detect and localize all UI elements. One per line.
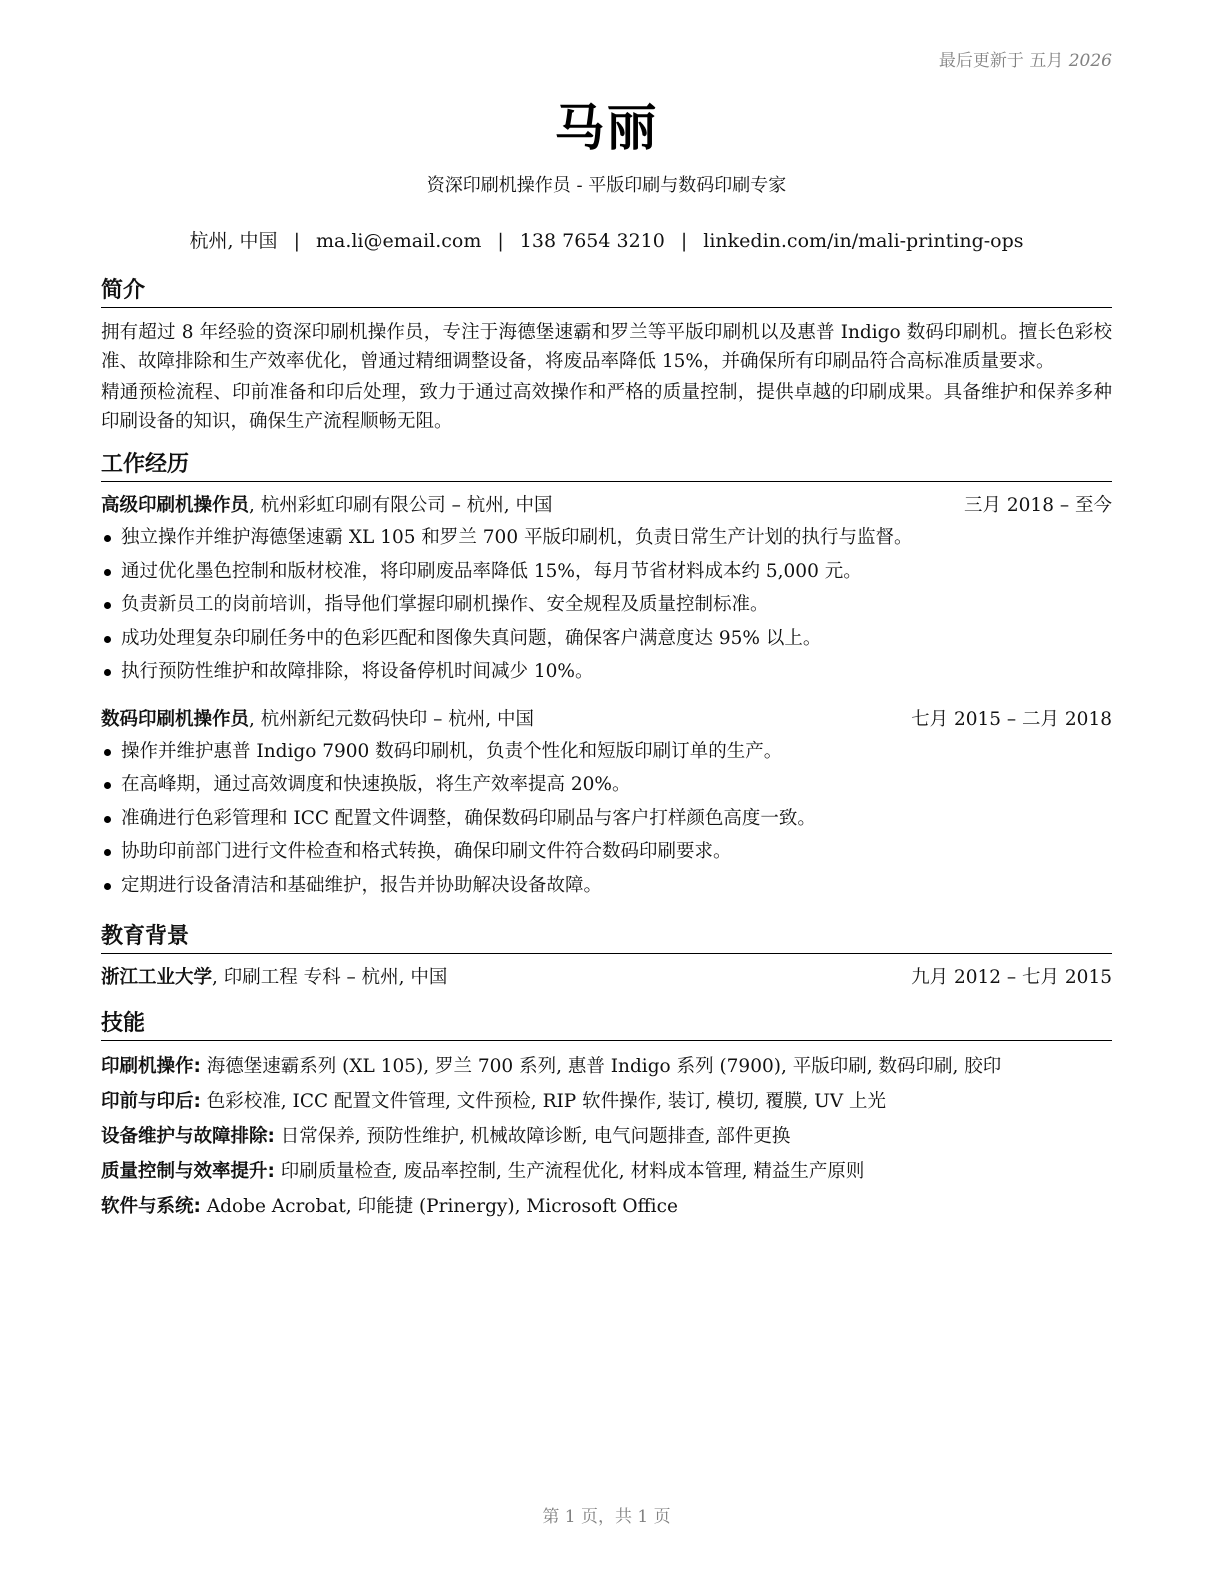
last-updated-year: 2026 xyxy=(1068,51,1112,71)
last-updated-prefix: 最后更新于 五月 xyxy=(938,51,1064,71)
skill-label: 印刷机操作: xyxy=(101,1056,201,1077)
list-item: 在高峰期，通过高效调度和快速换版，将生产效率提高 20%。 xyxy=(101,768,1112,802)
list-item: 通过优化墨色控制和版材校准，将印刷废品率降低 15%，每月节省材料成本约 5,000 元。 xyxy=(101,555,1112,589)
skill-row xyxy=(101,1154,1112,1189)
skill-value: 印刷质量检查, 废品率控制, 生产流程优化, 材料成本管理, 精益生产原则 xyxy=(274,1161,865,1182)
skill-row xyxy=(101,1189,1112,1224)
skill-row xyxy=(101,1119,1112,1154)
resume-page xyxy=(101,0,1112,1584)
experience-section xyxy=(101,450,1112,902)
list-item: 操作并维护惠普 Indigo 7900 数码印刷机，负责个性化和短版印刷订单的生产。 xyxy=(101,735,1112,769)
job-header xyxy=(101,705,1112,735)
list-item: 协助印前部门进行文件检查和格式转换，确保印刷文件符合数码印刷要求。 xyxy=(101,835,1112,869)
summary-section xyxy=(101,276,1112,436)
education-dates: 九月 2012 – 七月 2015 xyxy=(911,967,1112,988)
contact-email[interactable]: ma.li@email.com xyxy=(315,230,482,252)
job-org: , 杭州彩虹印刷有限公司 – 杭州, 中国 xyxy=(249,495,553,516)
skill-row xyxy=(101,1084,1112,1119)
skill-label: 质量控制与效率提升: xyxy=(101,1161,275,1182)
list-item: 定期进行设备清洁和基础维护，报告并协助解决设备故障。 xyxy=(101,869,1112,903)
skill-value: 色彩校准, ICC 配置文件管理, 文件预检, RIP 软件操作, 装订, 模切, 覆膜, UV 上光 xyxy=(200,1091,887,1112)
candidate-name: 马丽 xyxy=(554,99,659,157)
skills-section xyxy=(101,1009,1112,1224)
skills-title: 技能 xyxy=(101,1009,1112,1041)
skill-label: 印前与印后: xyxy=(101,1091,201,1112)
list-item: 成功处理复杂印刷任务中的色彩匹配和图像失真问题，确保客户满意度达 95% 以上。 xyxy=(101,622,1112,656)
job-entry xyxy=(101,705,1112,903)
education-title: 教育背景 xyxy=(101,922,1112,954)
contact-separator: | xyxy=(293,230,300,252)
list-item: 负责新员工的岗前培训，指导他们掌握印刷机操作、安全规程及质量控制标准。 xyxy=(101,588,1112,622)
contact-separator: | xyxy=(497,230,504,252)
job-dates: 七月 2015 – 二月 2018 xyxy=(911,708,1112,730)
job-org: , 杭州新纪元数码快印 – 杭州, 中国 xyxy=(249,708,535,730)
job-dates: 三月 2018 – 至今 xyxy=(964,495,1112,516)
education-section xyxy=(101,922,1112,993)
candidate-subtitle: 资深印刷机操作员 - 平版印刷与数码印刷专家 xyxy=(426,175,787,196)
list-item: 执行预防性维护和故障排除，将设备停机时间减少 10%。 xyxy=(101,655,1112,689)
contact-linkedin[interactable]: linkedin.com/in/mali-printing-ops xyxy=(703,230,1024,252)
skill-row xyxy=(101,1049,1112,1084)
education-detail: , 印刷工程 专科 – 杭州, 中国 xyxy=(212,967,448,988)
summary-paragraph: 拥有超过 8 年经验的资深印刷机操作员，专注于海德堡速霸和罗兰等平版印刷机以及惠普 Indigo 数码印刷机。擅长色彩校准、故障排除和生产效率优化，曾通过精细调整设备，将废品率降低 15%，并确保所有印刷品符合高标准质量要求。 xyxy=(101,322,1112,372)
skill-label: 设备维护与故障排除: xyxy=(101,1126,275,1147)
last-updated xyxy=(939,46,1112,71)
skill-value: 日常保养, 预防性维护, 机械故障诊断, 电气问题排查, 部件更换 xyxy=(274,1126,791,1147)
contact-location: 杭州, 中国 xyxy=(189,230,278,252)
job-role: 高级印刷机操作员 xyxy=(101,495,250,516)
skill-value: 海德堡速霸系列 (XL 105), 罗兰 700 系列, 惠普 Indigo 系列 (7900), 平版印刷, 数码印刷, 胶印 xyxy=(200,1056,1002,1077)
contact-separator: | xyxy=(680,230,688,252)
job-entry xyxy=(101,491,1112,689)
job-bullets xyxy=(101,735,1112,903)
list-item: 独立操作并维护海德堡速霸 XL 105 和罗兰 700 平版印刷机，负责日常生产计划的执行与监督。 xyxy=(101,521,1112,555)
job-header xyxy=(101,491,1112,521)
skills-list xyxy=(101,1049,1112,1224)
education-school: 浙江工业大学 xyxy=(101,967,213,988)
job-role: 数码印刷机操作员 xyxy=(101,708,250,730)
experience-title: 工作经历 xyxy=(101,450,1112,482)
contact-line xyxy=(101,226,1112,253)
list-item: 准确进行色彩管理和 ICC 配置文件调整，确保数码印刷品与客户打样颜色高度一致。 xyxy=(101,802,1112,836)
page-footer: 第 1 页，共 1 页 xyxy=(542,1507,671,1527)
summary-paragraph: 精通预检流程、印前准备和印后处理，致力于通过高效操作和严格的质量控制，提供卓越的印刷成果。具备维护和保养多种印刷设备的知识，确保生产流程顺畅无阻。 xyxy=(101,382,1112,432)
skill-label: 软件与系统: xyxy=(101,1196,201,1217)
education-entry xyxy=(101,963,1112,993)
skill-value: Adobe Acrobat, 印能捷 (Prinergy), Microsoft Office xyxy=(200,1196,678,1217)
contact-phone: 138 7654 3210 xyxy=(519,230,665,252)
summary-title: 简介 xyxy=(101,276,1112,308)
job-bullets xyxy=(101,521,1112,689)
